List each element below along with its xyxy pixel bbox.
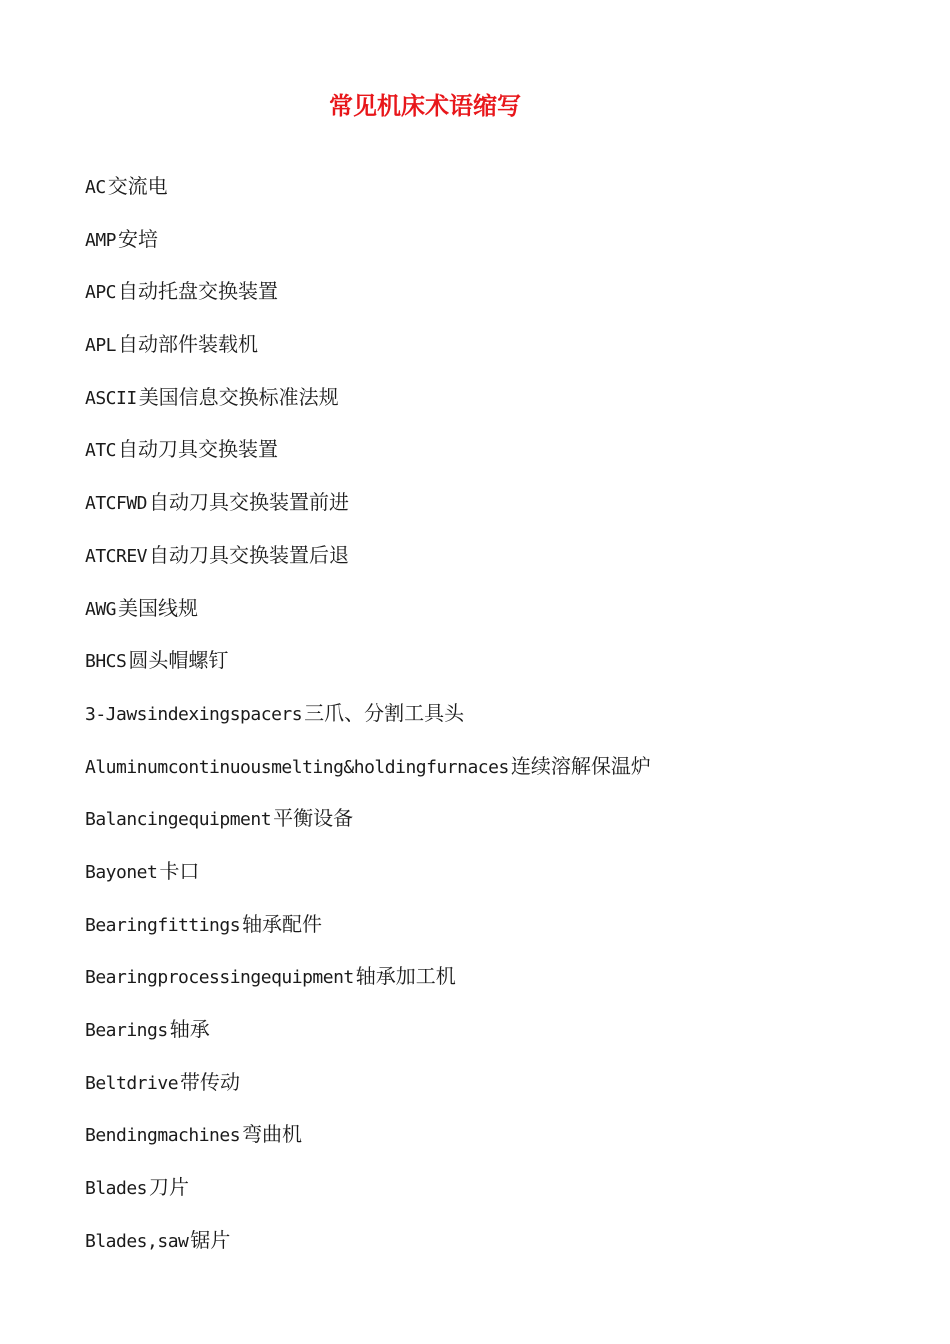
term-translation: 带传动 [180, 1069, 241, 1094]
term-translation: 美国信息交换标准法规 [138, 384, 339, 409]
term-abbreviation: Bearingfittings [85, 914, 241, 936]
term-entry [85, 329, 651, 382]
term-abbreviation: Blades [85, 1178, 148, 1200]
term-abbreviation: ATC [85, 440, 117, 462]
term-translation: 卡口 [159, 858, 200, 883]
term-abbreviation: Aluminumcontinuousmelting&holdingfurnaces [85, 756, 509, 778]
term-entry [85, 909, 651, 962]
term-abbreviation: Bearingprocessingequipment [85, 967, 354, 989]
term-list [85, 171, 651, 1277]
term-entry [85, 382, 651, 435]
term-entry [85, 593, 651, 646]
term-entry [85, 1119, 651, 1172]
term-translation: 三爪、分割工具头 [304, 700, 465, 725]
term-entry [85, 224, 651, 277]
term-translation: 轴承加工机 [355, 964, 456, 989]
term-abbreviation: Bearings [85, 1020, 168, 1041]
term-abbreviation: Blades,saw [85, 1230, 189, 1252]
term-translation: 自动刀具交换装置后退 [149, 542, 350, 567]
term-entry [85, 698, 651, 751]
term-translation: 交流电 [107, 174, 168, 198]
term-entry [85, 803, 651, 856]
term-abbreviation: APC [85, 282, 117, 304]
term-entry [85, 487, 651, 540]
term-entry [85, 1172, 651, 1225]
term-abbreviation: Beltdrive [85, 1072, 179, 1094]
term-abbreviation: 3-Jawsindexingspacers [85, 703, 303, 725]
term-entry [85, 276, 651, 329]
term-abbreviation: Balancingequipment [85, 809, 272, 831]
term-abbreviation: ATCFWD [85, 493, 148, 515]
term-entry [85, 645, 651, 698]
term-translation: 自动托盘交换装置 [118, 279, 279, 304]
term-abbreviation: Bendingmachines [85, 1125, 241, 1147]
term-abbreviation: APL [85, 335, 117, 357]
term-abbreviation: AC [85, 177, 106, 198]
term-entry [85, 1225, 651, 1278]
term-entry [85, 434, 651, 487]
term-translation: 轴承 [169, 1017, 210, 1041]
term-abbreviation: ATCREV [85, 545, 148, 567]
term-entry [85, 1067, 651, 1120]
term-translation: 锯片 [190, 1227, 231, 1252]
term-translation: 自动刀具交换装置前进 [149, 490, 350, 515]
term-entry [85, 856, 651, 909]
term-entry [85, 1014, 651, 1067]
term-translation: 美国线规 [118, 595, 199, 620]
term-abbreviation: BHCS [85, 651, 127, 673]
term-translation: 自动部件装载机 [118, 332, 259, 357]
document-title: 常见机床术语缩写 [329, 92, 521, 120]
term-abbreviation: AMP [85, 229, 117, 251]
term-entry [85, 540, 651, 593]
term-translation: 刀片 [149, 1175, 190, 1200]
term-translation: 连续溶解保温炉 [510, 753, 651, 778]
term-translation: 圆头帽螺钉 [128, 648, 229, 673]
term-translation: 弯曲机 [242, 1122, 303, 1147]
term-abbreviation: Bayonet [85, 861, 158, 883]
term-abbreviation: AWG [85, 598, 117, 620]
term-translation: 安培 [118, 226, 159, 251]
term-entry [85, 171, 651, 224]
term-abbreviation: ASCII [85, 387, 137, 409]
term-translation: 轴承配件 [242, 911, 323, 936]
term-entry [85, 751, 651, 804]
term-entry [85, 961, 651, 1014]
term-translation: 平衡设备 [273, 806, 354, 831]
term-translation: 自动刀具交换装置 [118, 437, 279, 462]
